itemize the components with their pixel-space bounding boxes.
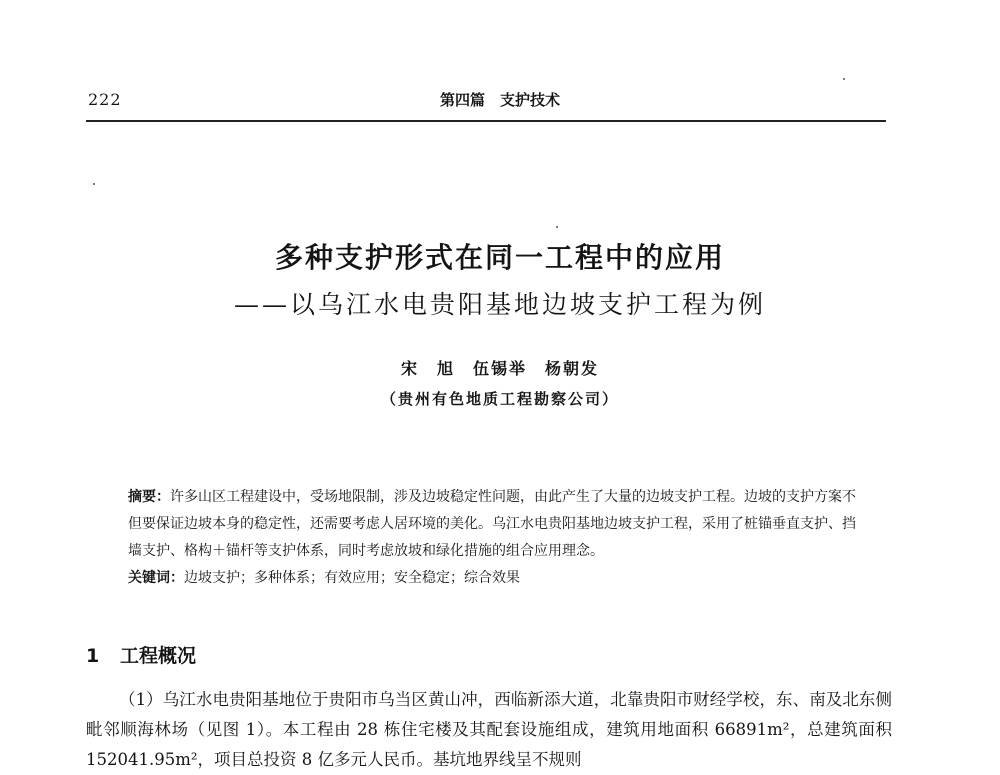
keywords-text: 边坡支护；多种体系；有效应用；安全稳定；综合效果	[184, 570, 520, 586]
abstract-block	[128, 484, 868, 592]
section-heading	[86, 641, 196, 668]
header-rule	[86, 120, 886, 122]
abstract-paragraph	[128, 484, 868, 565]
page-number: 222	[88, 90, 122, 109]
article-title: 多种支护形式在同一工程中的应用	[274, 241, 725, 274]
abstract-text: 许多山区工程建设中，受场地限制，涉及边坡稳定性问题，由此产生了大量的边坡支护工程。边坡的支护方案不但要保证边坡本身的稳定性，还需要考虑人居环境的美化。乌江水电贵阳基地边坡支护工程，采用了桩锚垂直支护、挡墙支护、格构＋锚杆等支护体系，同时考虑放坡和绿化措施的组合应用理念。	[128, 489, 856, 559]
abstract-label: 摘要：	[128, 489, 170, 505]
body-paragraph: （1）乌江水电贵阳基地位于贵阳市乌当区黄山冲，西临新添大道，北靠贵阳市财经学校，东、南及北东侧毗邻顺海林场（见图 1）。本工程由 28 栋住宅楼及其配套设施组成，建筑用地面积 66891m²，总建筑面积 152041.95m²，项目总投资 8 亿多元人民币。基坑地界线呈不规则	[86, 690, 892, 769]
author-affiliation: （贵州有色地质工程勘察公司）	[380, 390, 619, 408]
section-title: 工程概况	[120, 645, 197, 667]
body-text	[86, 685, 892, 775]
keywords-paragraph	[128, 565, 868, 592]
scan-speck	[556, 226, 558, 228]
running-head: 第四篇 支护技术	[439, 91, 560, 109]
article-subtitle: ——以乌江水电贵阳基地边坡支护工程为例	[233, 290, 766, 319]
scan-speck	[843, 78, 845, 80]
author-list: 宋 旭 伍锡举 杨朝发	[400, 359, 599, 378]
section-number: 1	[86, 645, 100, 667]
scan-speck	[93, 183, 95, 185]
keywords-label: 关键词：	[128, 570, 184, 586]
